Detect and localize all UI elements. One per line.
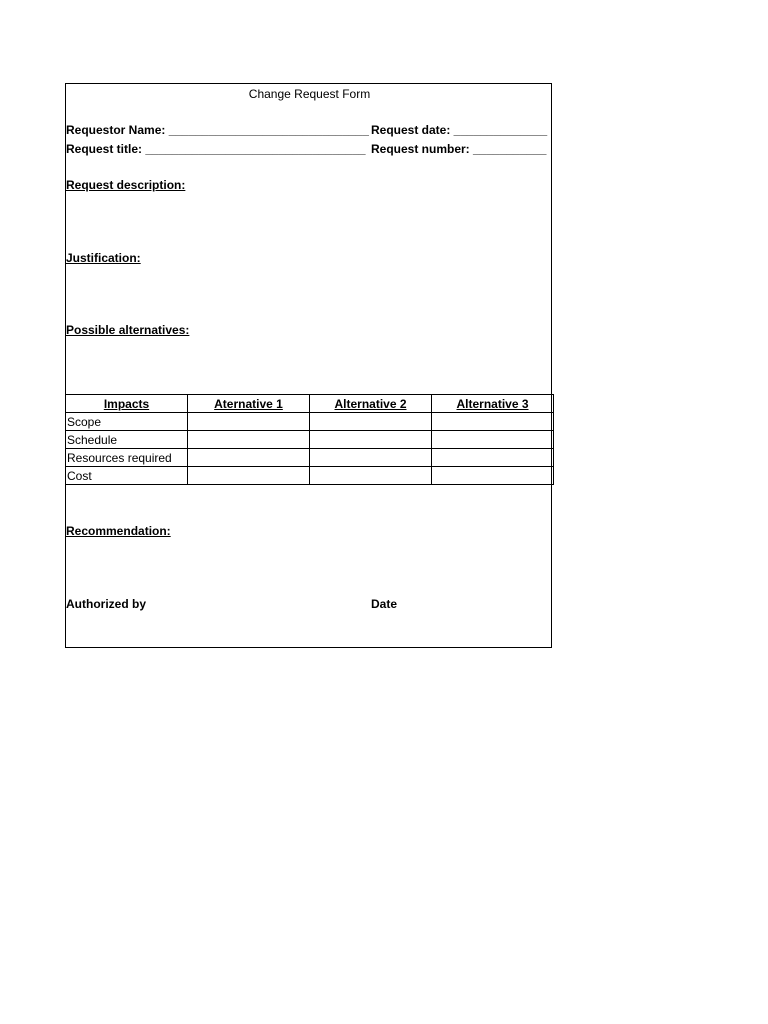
row-label-resources-required: Resources required [66,449,188,467]
table-row [66,449,554,467]
table-cell[interactable] [188,413,310,431]
justification-label: Justification: [66,251,141,265]
table-cell[interactable] [188,467,310,485]
header-alternative-3: Alternative 3 [432,395,554,413]
possible-alternatives-label: Possible alternatives: [66,323,190,337]
row-label-schedule: Schedule [66,431,188,449]
table-cell[interactable] [188,449,310,467]
request-date-field[interactable]: Request date: ______________ [371,123,548,137]
impacts-table [65,394,554,485]
table-cell[interactable] [432,467,554,485]
date-label: Date [371,597,398,611]
table-cell[interactable] [432,431,554,449]
table-cell[interactable] [310,467,432,485]
header-alternative-1: Aternative 1 [188,395,310,413]
table-row [66,431,554,449]
header-alternative-2: Alternative 2 [310,395,432,413]
request-number-field[interactable]: Request number: ___________ [371,142,547,156]
table-row [66,413,554,431]
table-cell[interactable] [188,431,310,449]
row-label-scope: Scope [66,413,188,431]
header-impacts: Impacts [66,395,188,413]
recommendation-label: Recommendation: [66,524,171,538]
table-header-row [66,395,554,413]
request-title-field[interactable]: Request title: _________________________________ [66,142,366,156]
change-request-form [65,83,552,648]
table-cell[interactable] [310,431,432,449]
authorized-by-label: Authorized by [66,597,146,611]
form-title: Change Request Form [248,87,371,101]
requestor-name-field[interactable]: Requestor Name: ______________________________ [66,123,369,137]
request-description-label: Request description: [66,178,186,192]
row-label-cost: Cost [66,467,188,485]
table-cell[interactable] [310,413,432,431]
table-cell[interactable] [432,449,554,467]
table-cell[interactable] [432,413,554,431]
table-cell[interactable] [310,449,432,467]
table-row [66,467,554,485]
